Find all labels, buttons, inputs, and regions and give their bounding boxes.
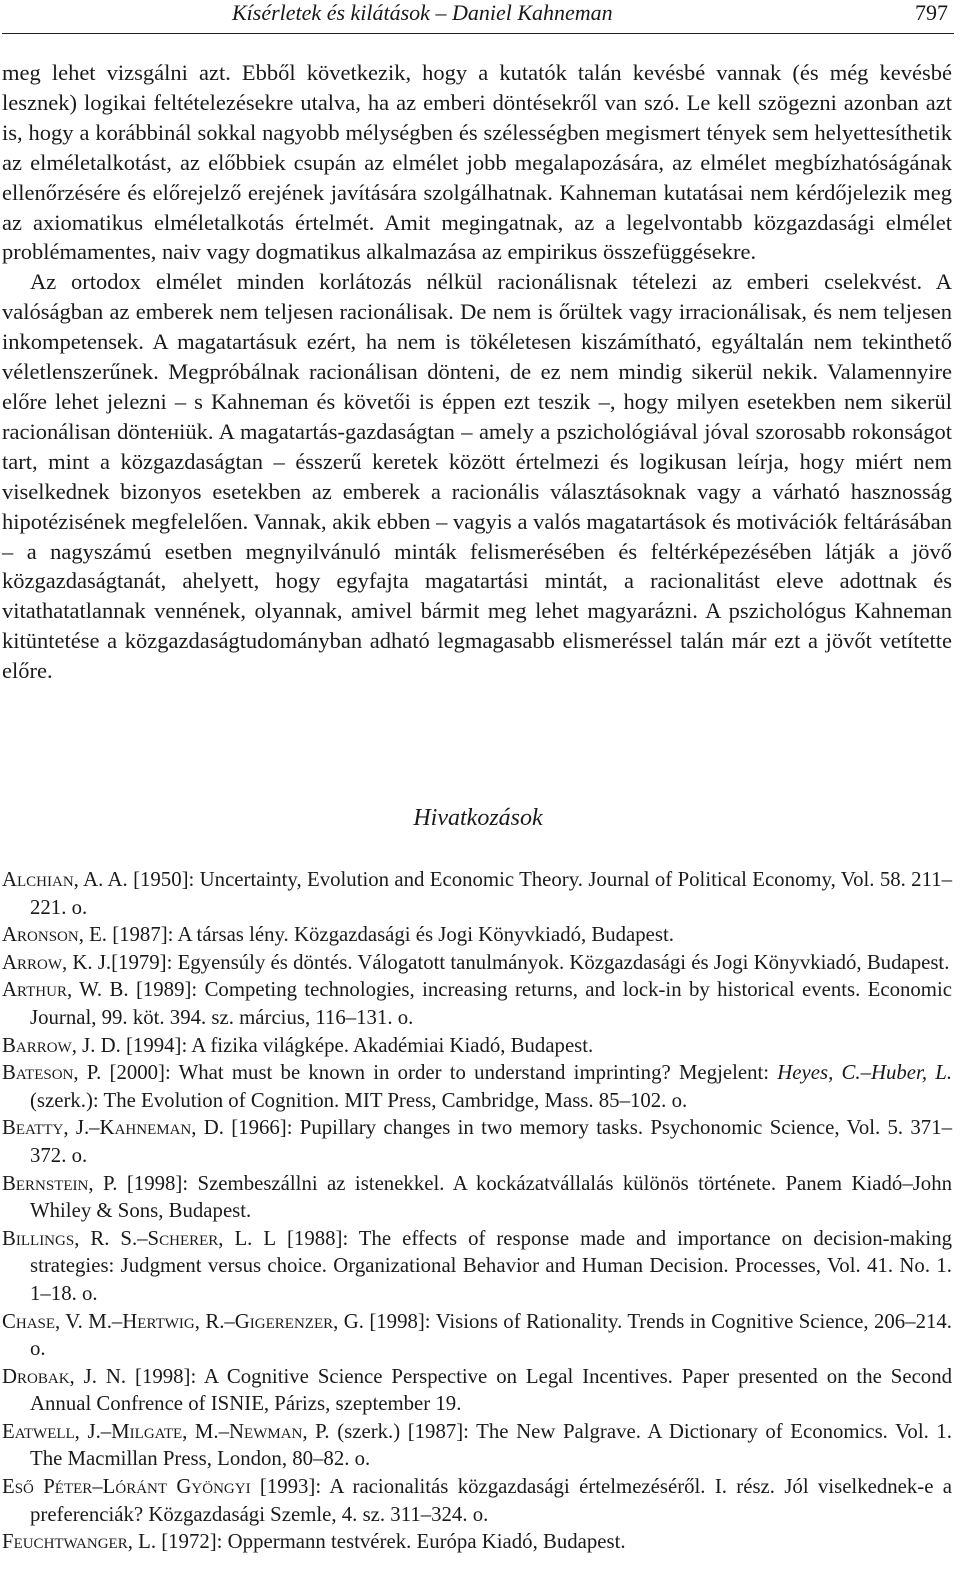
reference-author: Billings, R. S.–Scherer, L. L (2, 1226, 277, 1250)
paragraph: meg lehet vizsgálni azt. Ebből következik, hogy a kutatók talán kevésbé vannak (és még kevésbé lesznek) logikai feltételezésekre utalva, ha az emberi döntésekről van szó. Le kell szögezni azonban azt is, hogy a korábbinál sokkal nagyobb mélységben és szélességben megismert tények sem helyettesíthetik az elméletalkotást, az előbbiek csupán az elmélet jobb megalapozására, az elmélet megbízhatóságának ellenőrzésére és előrejelző erejének javítására szolgálhatnak. Kahneman kutatásai nem kérdőjelezik meg az axiomatikus elméletalkotás értelmét. Amit megingatnak, az a legelvontabb közgazdasági elmélet problémamentes, naiv vagy dogmatikus alkalmazása az empirikus összefüggésekre. (2, 60, 952, 265)
reference-text: [1950]: Uncertainty, Evolution and Economic Theory. Journal of Political Economy, Vol. 58. 211–221. o. (30, 868, 952, 919)
reference-item (2, 1032, 952, 1060)
reference-text-tail: (szerk.): The Evolution of Cognition. MIT Press, Cambridge, Mass. 85–102. o. (30, 1088, 688, 1112)
page-number: 797 (915, 0, 948, 25)
reference-author: Aronson, E. (2, 923, 107, 947)
reference-item (2, 949, 952, 977)
reference-editors: Heyes, C.–Huber, L. (777, 1061, 953, 1085)
reference-item (2, 1225, 952, 1308)
reference-text: [1998]: A Cognitive Science Perspective on Legal Incentives. Paper presented on the Second Annual Confrence of ISNIE, Párizs, szeptember 19. (30, 1364, 952, 1416)
reference-author: Beatty, J.–Kahneman, D. (2, 1116, 224, 1140)
reference-author: Eatwell, J.–Milgate, M.–Newman, P. (2, 1419, 330, 1443)
reference-author: Alchian, A. A. (2, 868, 128, 891)
reference-author: Feuchtwanger, L. (2, 1530, 157, 1554)
reference-text: [1994]: A fizika világképe. Akadémiai Kiadó, Budapest. (120, 1033, 594, 1057)
body-text (2, 58, 952, 686)
reference-item (2, 866, 952, 921)
reference-author: Eső Péter–Lóránt Gyöngyi (2, 1475, 251, 1499)
reference-text: [2000]: What must be known in order to understand imprinting? Megjelent: (101, 1061, 778, 1085)
reference-author: Chase, V. M.–Hertwig, R.–Gigerenzer, G. (2, 1309, 364, 1333)
reference-text: [1998]: Visions of Rationality. Trends in Cognitive Science, 206–214. o. (30, 1309, 952, 1361)
reference-item (2, 1114, 952, 1169)
paragraph: Az ortodox elmélet minden korlátozás nélkül racionálisnak tételezi az emberi cselekvést. A valóságban az emberek nem teljesen racionálisak. De nem is őrültek vagy irracionálisak, és nem teljesen inkompetensek. A magatartásuk ezért, ha nem is tökéletesen kiszámítható, egyáltalán nem tekinthető véletlenszerűnek. Megpróbálnak racionálisan dönteni, de ez nem mindig sikerül nekik. Valamennyire előre lehet jelezni – s Kahneman és követői is éppen ezt teszik –, hogy milyen esetekben nem sikerül racionálisan döntеніük. A magatartás-gazdaságtan – amely a pszichológiával jóval szorosabb rokonságot tart, mint a közgazdaságtan – ésszerű keretek között értelmezi és logikusan leírja, hogy miért nem viselkednek bizonyos esetekben az emberek a racionális választásoknak vagy a várható hasznosság hipotézisének megfelelően. Vannak, akik ebben – vagyis a valós magatartások és motivációk feltárásában – a nagyszámú esetben megnyilvánuló minták felismerésében és feltérképezésében látják a jövő közgazdaságtanát, ahelyett, hogy egyfajta magatartási mintát, a racionalitást eleve adottnak és vitathatatlannak vennének, olyannak, amivel bármit meg lehet magyarázni. A pszichológus Kahneman kitüntetése a közgazdaságtudományban adható legmagasabb elismeréssel talán már ezt a jövőt vetítette előre. (2, 269, 952, 684)
reference-item (2, 1418, 952, 1473)
reference-text: [1989]: Competing technologies, increasing returns, and lock-in by historical events. Economic Journal, 99. köt. 394. sz. március, 116–131. o. (30, 978, 952, 1029)
reference-text: [1988]: The effects of response made and importance on decision-making strategies: Judgment versus choice. Organizational Behavior and Human Decision. Processes, Vol. 41. No. 1. 1–18. o. (30, 1226, 952, 1305)
reference-author: Bernstein, P. (2, 1171, 118, 1195)
section-title: Hivatkozások (413, 805, 543, 831)
reference-item (2, 1059, 952, 1114)
reference-item (2, 1363, 952, 1418)
reference-item (2, 1473, 952, 1528)
reference-item (2, 1308, 952, 1363)
reference-item (2, 921, 952, 949)
reference-text: (szerk.) [1987]: The New Palgrave. A Dictionary of Economics. Vol. 1. The Macmillan Press, London, 80–82. o. (30, 1419, 952, 1471)
reference-author: Barrow, J. D. (2, 1033, 121, 1057)
reference-text: [1966]: Pupillary changes in two memory tasks. Psychonomic Science, Vol. 5. 371–372. o. (30, 1116, 953, 1167)
reference-list (2, 866, 952, 1556)
reference-item (2, 1170, 952, 1225)
reference-text: [1998]: Szembeszállni az istenekkel. A kockázatvállalás különös története. Panem Kiadó–John Whiley & Sons, Budapest. (30, 1171, 952, 1223)
header-rule (2, 33, 954, 34)
reference-author: Arrow, K. J. (2, 950, 112, 974)
reference-item (2, 976, 952, 1031)
reference-item (2, 1528, 952, 1556)
running-head (0, 0, 960, 30)
reference-author: Arthur, W. B. (2, 978, 129, 1002)
reference-author: Drobak, J. N. (2, 1364, 127, 1388)
reference-text: [1979]: Egyensúly és döntés. Válogatott tanulmányok. Közgazdasági és Jogi Könyvkiadó, Budapest. (111, 950, 950, 974)
reference-text: [1972]: Oppermann testvérek. Európa Kiadó, Budapest. (156, 1530, 626, 1554)
reference-text: [1987]: A társas lény. Közgazdasági és Jogi Könyvkiadó, Budapest. (107, 923, 674, 947)
running-head-title: Kísérletek és kilátások – Daniel Kahneman (232, 0, 613, 25)
reference-author: Bateson, P. (2, 1061, 102, 1085)
reference-text: [1993]: A racionalitás közgazdasági értelmezéséről. I. rész. Jól viselkednek-e a preferenciák? Közgazdasági Szemle, 4. sz. 311–324. o. (30, 1475, 952, 1526)
